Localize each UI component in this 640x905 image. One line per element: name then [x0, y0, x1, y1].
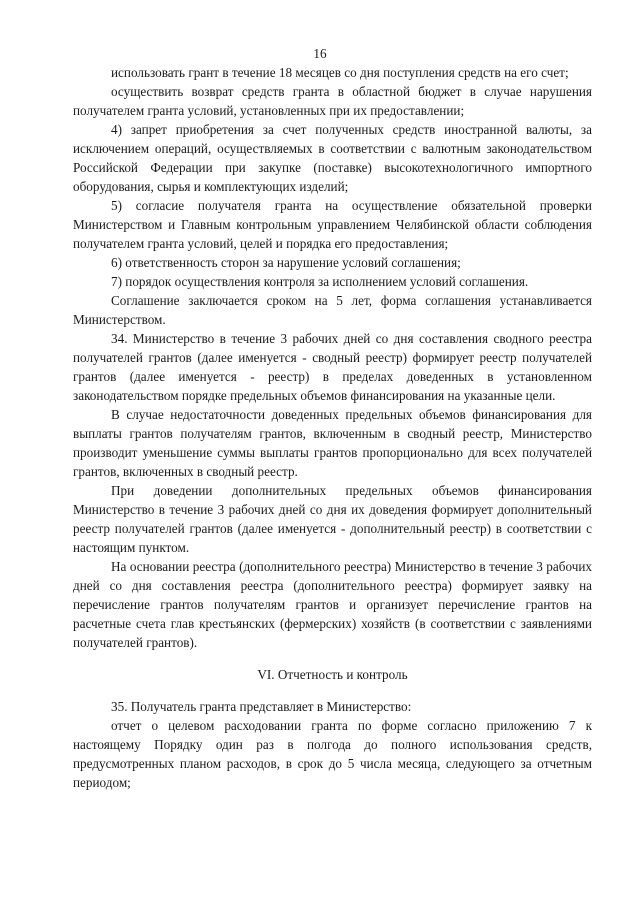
paragraph-inspection-consent: 5) согласие получателя гранта на осуществление обязательной проверки Министерством и Главным контрольным управлением Челябинской области соблюдения получателем гранта условий, целей и порядка его предоставления;: [73, 198, 592, 251]
paragraph-item-34: 34. Министерство в течение 3 рабочих дней со дня составления сводного реестра получателей грантов (далее именуется - сводный реестр) формирует реестр получателей грантов (далее именуется - реестр) в пределах доведенных в установленном законодательством порядке предельных объемов финансирования на указанные цели.: [73, 331, 592, 403]
paragraph-insufficient-funding: В случае недостаточности доведенных предельных объемов финансирования для выплаты грантов получателям грантов, включенным в сводный реестр, Министерство производит уменьшение суммы выплаты грантов пропорционально для всех получателей грантов, включенных в сводный реестр.: [73, 407, 592, 479]
paragraph-additional-registry: При доведении дополнительных предельных объемов финансирования Министерство в течение 3 рабочих дней со дня их доведения формирует дополнительный реестр получателей грантов (далее именуется - дополнительный реестр) в соответствии с настоящим пунктом.: [73, 483, 592, 555]
section-heading: VI. Отчетность и контроль: [257, 667, 408, 682]
paragraph-grant-usage-term: использовать грант в течение 18 месяцев со дня поступления средств на его счет;: [111, 65, 569, 80]
paragraph-responsibility: 6) ответственность сторон за нарушение условий соглашения;: [111, 255, 461, 270]
paragraph-control-procedure: 7) порядок осуществления контроля за исполнением условий соглашения.: [111, 274, 529, 289]
paragraph-expenditure-report: отчет о целевом расходовании гранта по форме согласно приложению 7 к настоящему Порядку один раз в полгода до полного использования средств, предусмотренных планом расходов, в срок до 5 числа месяца, следующего за отчетным периодом;: [73, 718, 592, 790]
paragraph-item-35: 35. Получатель гранта представляет в Министерство:: [111, 699, 412, 714]
paragraph-agreement-term: Соглашение заключается сроком на 5 лет, форма соглашения устанавливается Министерством.: [73, 293, 592, 327]
document-body: [73, 63, 592, 792]
page-number: 16: [313, 46, 327, 61]
paragraph-currency-ban: 4) запрет приобретения за счет полученных средств иностранной валюты, за исключением операций, осуществляемых в соответствии с валютным законодательством Российской Федерации при закупке (поставке) высокотехнологичного импортного оборудования, сырья и комплектующих изделий;: [73, 122, 592, 194]
paragraph-transfer-request: На основании реестра (дополнительного реестра) Министерство в течение 3 рабочих дней со дня составления реестра (дополнительного реестра) формирует заявку на перечисление грантов получателям грантов и организует перечисление грантов на расчетные счета глав крестьянских (фермерских) хозяйств (в соответствии с заявлениями получателей грантов).: [73, 559, 592, 650]
paragraph-grant-refund: осуществить возврат средств гранта в областной бюджет в случае нарушения получателем гранта условий, установленных при их предоставлении;: [73, 84, 592, 118]
